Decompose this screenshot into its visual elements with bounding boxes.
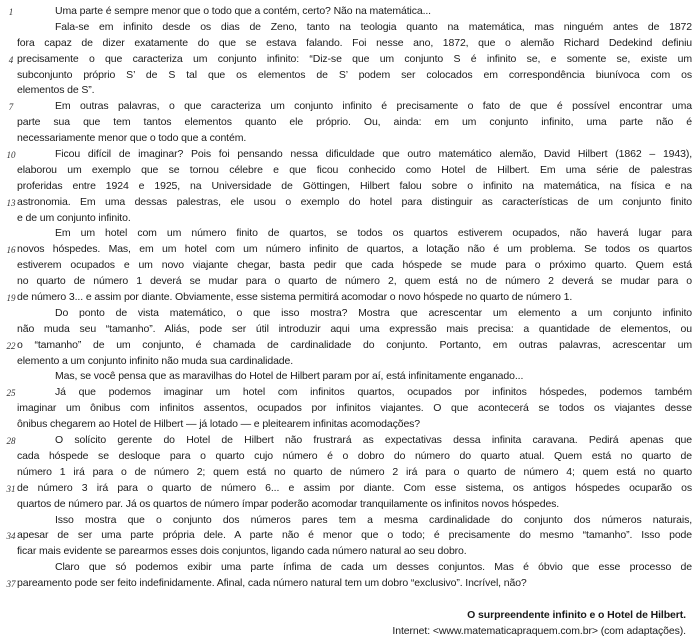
text-line [0,513,696,529]
text-line [0,560,696,576]
line-text: Já que podemos imaginar um hotel com infinitos quartos, ocupados por infinitos hóspedes, podemos também [55,386,692,399]
line-text: quartos de número par. Já os quartos de número ímpar poderão acomodar tranquilamente os infinitos novos hóspedes. [17,497,560,510]
text-line [0,385,696,401]
text-line [0,481,696,497]
source-title: O surpreendente infinito e o Hotel de Hilbert. [467,608,686,621]
line-text: O solícito gerente do Hotel de Hilbert não frustrará as expectativas dessa infinita caravana. Pedirá apenas que [55,434,692,447]
line-text: número 1 irá para o de número 2; quem está no quarto de número 2 irá para o quarto de número 4; quem está no quarto [17,465,692,478]
text-line [0,83,696,99]
line-number: 4 [8,54,14,65]
line-number: 7 [8,102,14,113]
text-line [0,52,696,68]
text-line [0,211,696,227]
line-number: 34 [6,531,16,542]
line-number: 31 [6,483,16,494]
line-text: elementos de S”. [17,84,95,97]
line-text: no quarto de número 1 deverá se mudar para o quarto de número 2, quem está no de número 2 deverá se mudar para o [17,275,692,288]
line-text: Em um hotel com um número finito de quartos, se todos os quartos estiverem ocupados, não haverá lugar para [55,227,692,240]
text-line [0,465,696,481]
line-number: 19 [6,293,16,304]
line-text: proferidas entre 1924 e 1925, na Universidade de Göttingen, Hilbert falou sobre o infinito na matemática, na física e na [17,179,692,192]
line-text: pareamento pode ser feito indefinidamente. Afinal, cada número natural tem um dobro “exclusivo”. Incrível, não? [17,577,527,590]
text-line [0,274,696,290]
text-line [0,115,696,131]
line-text: o “tamanho” de um conjunto, é chamada de cardinalidade do conjunto. Portanto, em outras palavras, acrescentar um [17,338,692,351]
text-line [0,497,696,513]
text-line [0,179,696,195]
text-line [0,99,696,115]
line-text: novos hóspedes. Mas, em um hotel com um número infinito de quartos, a lotação não é um problema. Se todos os quartos [17,243,692,256]
line-text: parte sua que tem tantos elementos quanto ele próprio. Ou, ainda: em um conjunto infinito, uma parte não é [17,116,692,129]
text-line [0,242,696,258]
text-line [0,195,696,211]
text-line [0,290,696,306]
text-line [0,322,696,338]
source-block [0,607,696,639]
text-line [0,163,696,179]
line-text: ônibus chegarem ao Hotel de Hilbert — já lotado — e pleitearem infinitas acomodações? [17,418,421,431]
line-text: elaborou um exemplo que se tornou célebre e que ficou conhecido como Hotel de Hilbert. Em uma série de palestras [17,163,692,176]
line-number: 16 [6,245,16,256]
line-text: subconjunto próprio S’ de S tal que os elementos de S’ podem ser colocados em correspondência biunívoca com os [17,68,692,81]
line-text: cada hóspede se desloque para o quarto cujo número é o dobro do número do quarto atual. Quem está no quarto de [17,449,692,462]
text-line [0,369,696,385]
text-line [0,401,696,417]
line-text: elemento a um conjunto infinito não muda sua cardinalidade. [17,354,294,367]
source-citation: Internet: <www.matematicapraquem.com.br> (com adaptações). [392,624,686,637]
line-text: apesar de ser uma parte própria dele. A parte não é menor que o todo; é precisamente do mesmo “tamanho”. Isso pode [17,529,692,542]
line-text: Do ponto de vista matemático, o que isso mostra? Mostra que acrescentar um elemento a um conjunto infinito [55,306,692,319]
text-line [0,576,696,592]
line-text: não muda seu “tamanho”. Aliás, pode ser útil introduzir aqui uma expressão mais precisa: a quantidade de elementos, ou [17,322,692,335]
line-text: Ficou difícil de imaginar? Pois foi pensando nessa dificuldade que outro matemático alemão, David Hilbert (1862 – 1943), [55,148,692,161]
line-text: imaginar um ônibus com infinitos assentos, ocupados por infinitos viajantes. O que acontecerá se todos os viajantes desse [17,402,692,415]
text-line [0,449,696,465]
text-line [0,528,696,544]
text-line [0,306,696,322]
line-text: Em outras palavras, o que caracteriza um conjunto infinito é precisamente o fato de que é possível encontrar uma [55,100,692,113]
text-line [0,147,696,163]
text-line [0,338,696,354]
line-text: Uma parte é sempre menor que o todo que a contém, certo? Não na matemática... [55,5,431,17]
line-text: ficar mais evidente se parearmos esses dois conjuntos, ligando cada número natural ao seu dobro. [17,545,467,558]
line-text: precisamente o que caracteriza um conjunto infinito: “Diz-se que um conjunto S é infinito se, e somente se, existe um [17,52,692,65]
line-text: necessariamente menor que o todo que a contém. [17,132,247,145]
text-line [0,354,696,370]
text-line [0,258,696,274]
line-number: 22 [6,340,16,351]
text-line [0,4,696,20]
line-number: 10 [6,150,16,161]
line-text: fora capaz de dizer exatamente do que se estava falando. Foi nesse ano, 1872, que o alemão Richard Dedekind definiu [17,36,692,49]
line-text: estiverem ocupados e um novo viajante chegar, basta pedir que cada hóspede se mude para o próximo quarto. Quem está [17,259,692,272]
text-line [0,131,696,147]
line-text: astronomia. Em uma dessas palestras, ele usou o exemplo do hotel para distinguir as características de um conjunto finito [17,195,692,208]
line-number: 37 [6,579,16,590]
text-line [0,68,696,84]
text-line [0,417,696,433]
line-text: de número 3... e assim por diante. Obviamente, esse sistema permitirá acomodar o novo hóspede no quarto de número 1. [17,291,573,304]
line-text: Claro que só podemos exibir uma parte ínfima de cada um desses conjuntos. Mas é óbvio que esse processo de [55,561,692,574]
line-number: 25 [6,388,16,399]
text-line [0,226,696,242]
line-text: Mas, se você pensa que as maravilhas do Hotel de Hilbert param por aí, está infinitamente enganado... [55,370,524,383]
text-line [0,20,696,36]
line-text: de número 3 irá para o quarto de número 6... e assim por diante. Com esse sistema, os antigos hóspedes ocuparão os [17,481,692,494]
line-text: Fala-se em infinito desde os dias de Zeno, tanto na teologia quanto na matemática, mas ninguém antes de 1872 [55,20,692,33]
line-number: 1 [8,7,14,17]
text-line [0,433,696,449]
line-number: 28 [6,436,16,447]
line-text: Isso mostra que o conjunto dos números pares tem a mesma cardinalidade do conjunto dos números naturais, [55,513,692,526]
text-line [0,544,696,560]
line-text: e de um conjunto infinito. [17,211,131,224]
line-number: 13 [6,197,16,208]
text-line [0,36,696,52]
